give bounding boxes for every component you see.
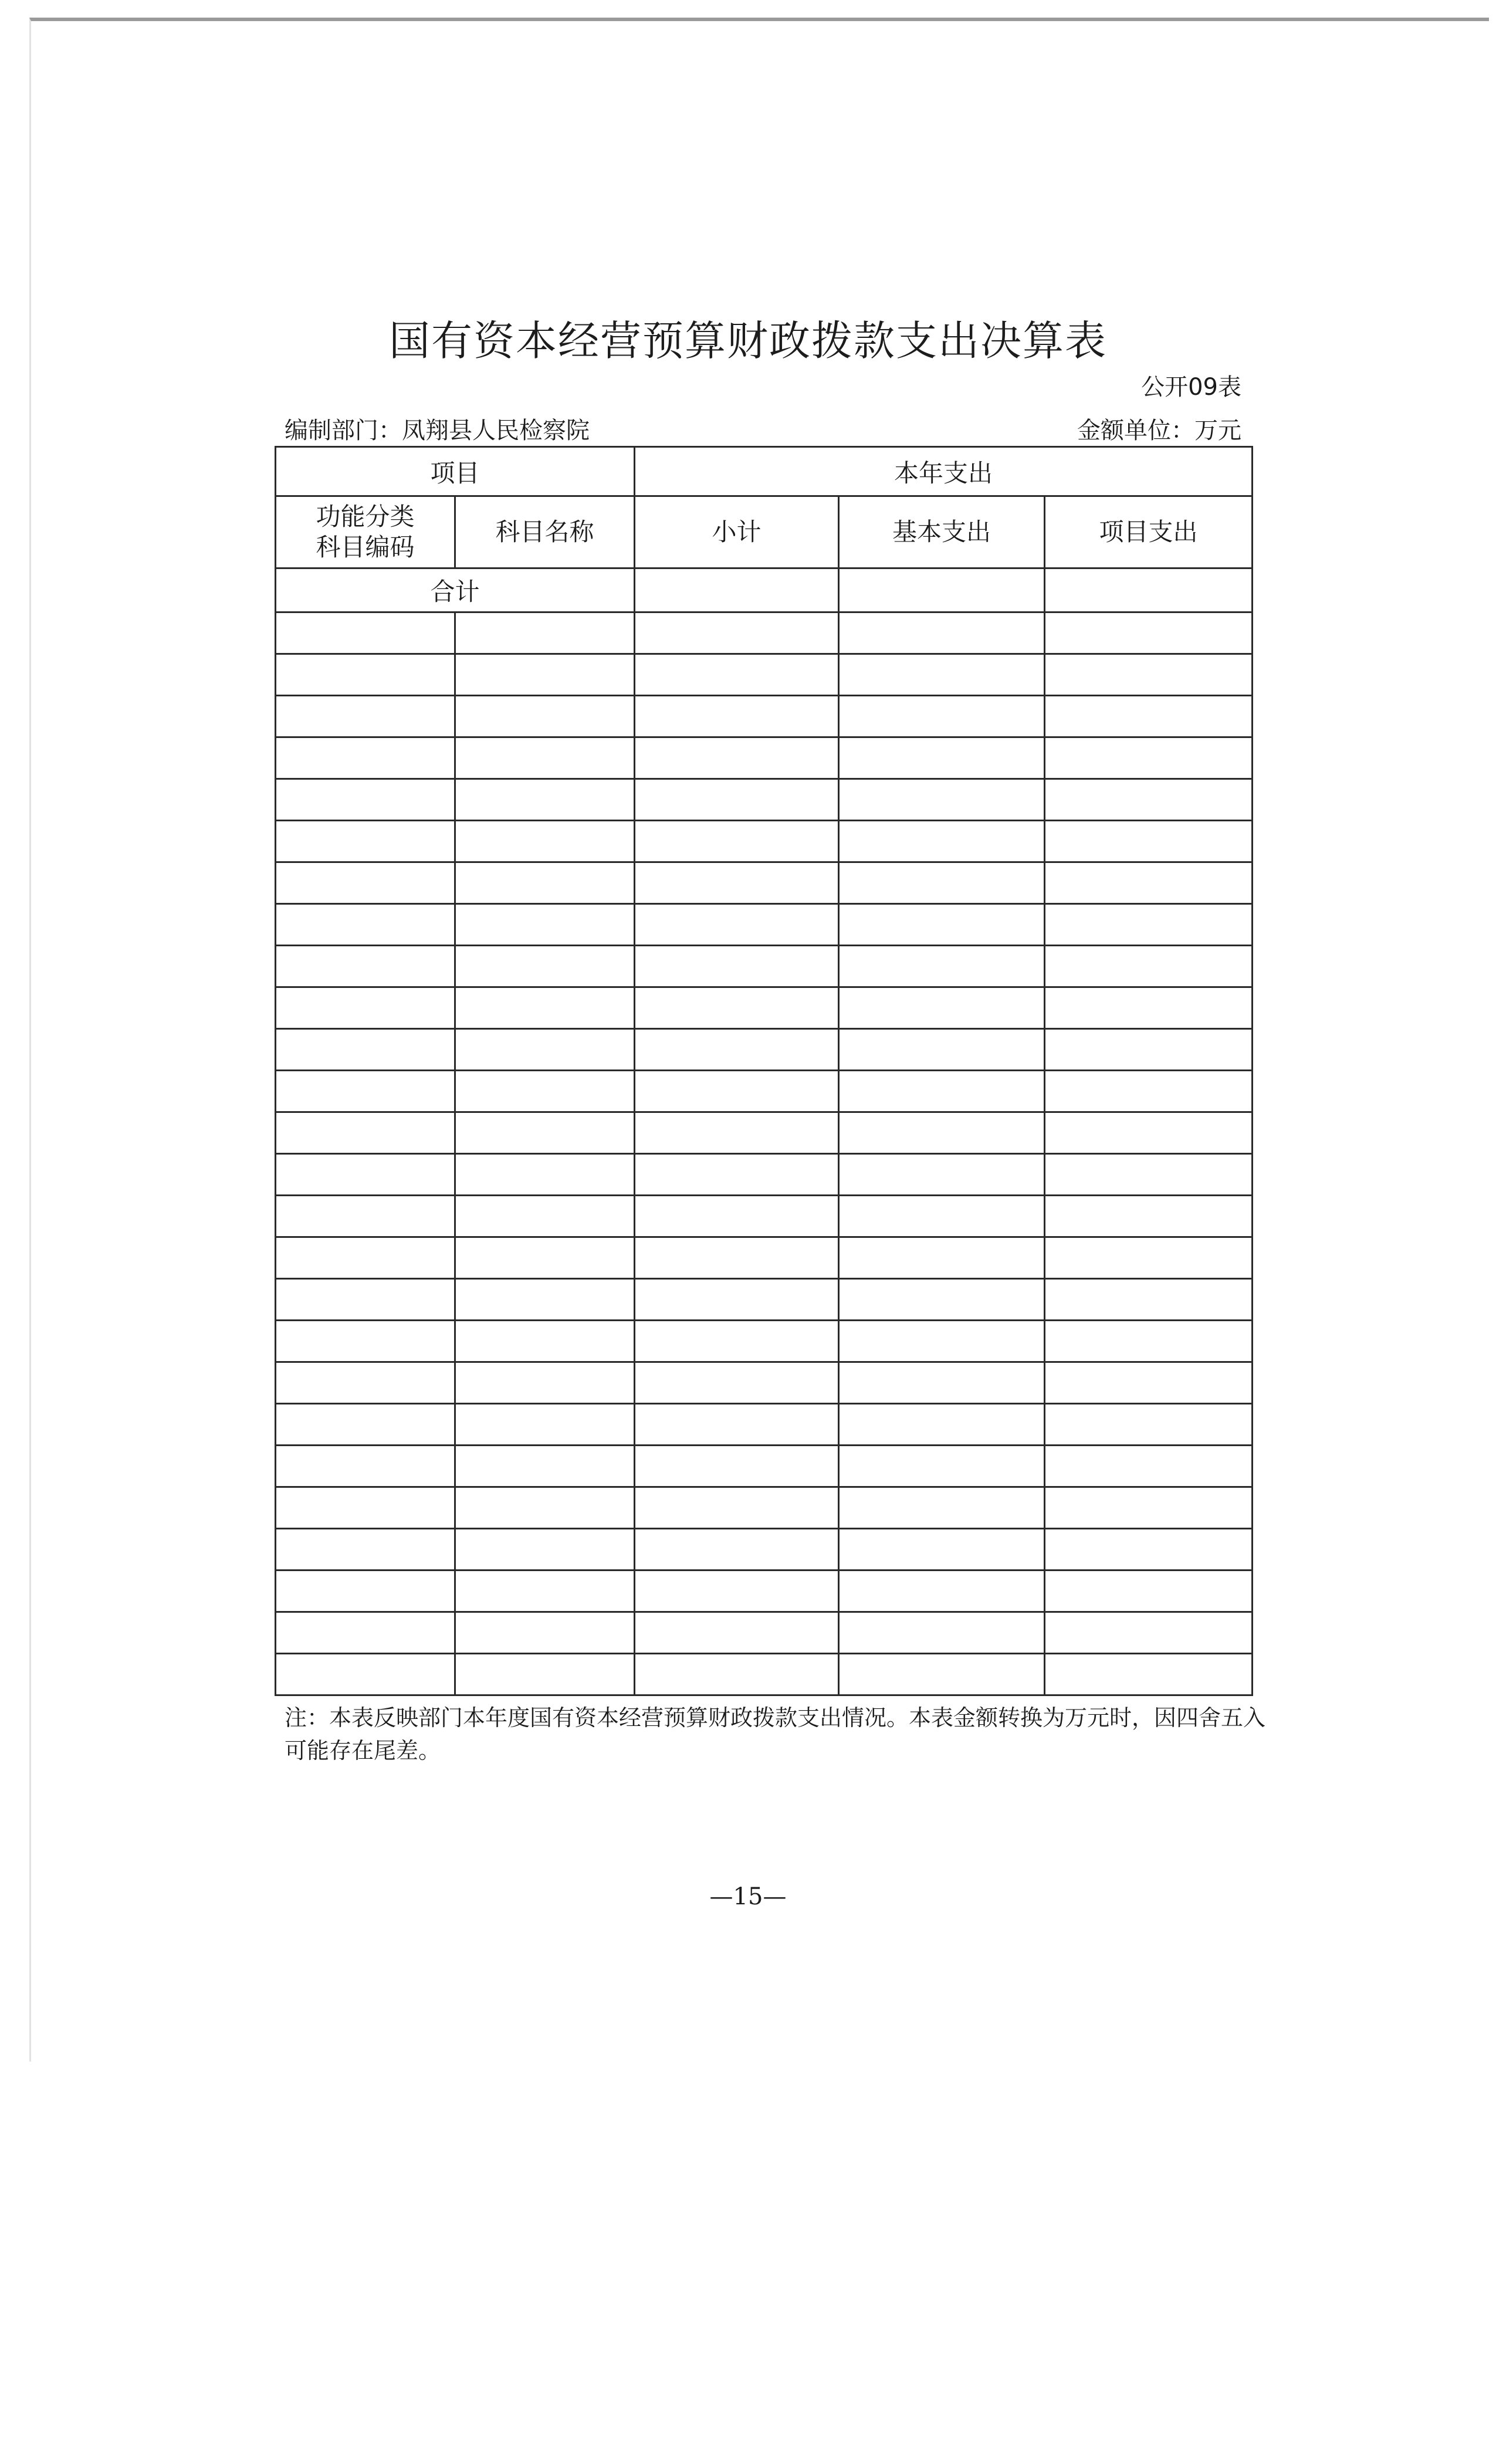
header-basic-expenditure: 基本支出 (839, 496, 1045, 568)
table-cell (276, 1487, 455, 1529)
table-cell (455, 1321, 635, 1362)
table-cell (455, 1196, 635, 1237)
table-row (276, 1487, 1253, 1529)
table-cell (1045, 987, 1253, 1029)
table-cell (1045, 1529, 1253, 1571)
table-cell (635, 1237, 839, 1279)
table-cell (1045, 737, 1253, 779)
table-cell (635, 1029, 839, 1071)
table-row (276, 1362, 1253, 1404)
table-cell (635, 696, 839, 737)
table-cell (455, 904, 635, 946)
table-cell (635, 612, 839, 654)
table-cell (455, 1446, 635, 1487)
header-project-expenditure: 项目支出 (1045, 496, 1253, 568)
table-cell (276, 1404, 455, 1446)
table-cell (276, 1237, 455, 1279)
table-cell (1045, 1029, 1253, 1071)
table-cell (1045, 1654, 1253, 1695)
table-cell (635, 821, 839, 862)
amount-unit: 金额单位：万元 (1077, 417, 1241, 444)
table-cell (276, 862, 455, 904)
footnote: 注：本表反映部门本年度国有资本经营预算财政拨款支出情况。本表金额转换为万元时，因四舍五入可能存在尾差。 (285, 1705, 1266, 1764)
table-cell (276, 696, 455, 737)
table-cell (1045, 1196, 1253, 1237)
table-cell (839, 904, 1045, 946)
header-item: 项目 (276, 447, 635, 496)
table-row (276, 1612, 1253, 1654)
table-row (276, 1196, 1253, 1237)
header-subtotal: 小计 (635, 496, 839, 568)
table-cell (839, 1237, 1045, 1279)
table-cell (635, 737, 839, 779)
table-cell (1045, 1279, 1253, 1321)
table-cell (1045, 1071, 1253, 1112)
table-cell (1045, 904, 1253, 946)
compiling-department: 编制部门：凤翔县人民检察院 (285, 417, 590, 444)
table-cell (276, 821, 455, 862)
total-subtotal (635, 568, 839, 612)
form-number: 公开09表 (1141, 374, 1241, 401)
total-project (1045, 568, 1253, 612)
table-row (276, 1237, 1253, 1279)
table-cell (839, 696, 1045, 737)
table-cell (455, 612, 635, 654)
table-cell (276, 904, 455, 946)
table-row (276, 987, 1253, 1029)
table-cell (839, 779, 1045, 821)
table-cell (1045, 1446, 1253, 1487)
table-cell (839, 1112, 1045, 1154)
table-row (276, 612, 1253, 654)
table-cell (276, 1529, 455, 1571)
table-cell (276, 737, 455, 779)
table-cell (455, 737, 635, 779)
table-row (276, 654, 1253, 696)
table-row (276, 821, 1253, 862)
table-cell (455, 987, 635, 1029)
table-cell (1045, 1612, 1253, 1654)
table-cell (276, 1446, 455, 1487)
table-cell (839, 1446, 1045, 1487)
table-cell (839, 862, 1045, 904)
table-cell (276, 1321, 455, 1362)
table-header-row (276, 447, 1253, 496)
table-cell (455, 1154, 635, 1196)
table-cell (276, 1154, 455, 1196)
table-cell (276, 1196, 455, 1237)
table-cell (1045, 696, 1253, 737)
table-cell (455, 696, 635, 737)
table-cell (635, 1071, 839, 1112)
table-cell (839, 1362, 1045, 1404)
table-cell (276, 1362, 455, 1404)
table-cell (1045, 1487, 1253, 1529)
table-cell (1045, 821, 1253, 862)
table-cell (455, 1071, 635, 1112)
table-cell (635, 904, 839, 946)
table-cell (839, 946, 1045, 987)
table-row (276, 1446, 1253, 1487)
table-cell (1045, 612, 1253, 654)
table-cell (839, 1529, 1045, 1571)
header-current-year: 本年支出 (635, 447, 1253, 496)
table-cell (635, 1154, 839, 1196)
table-cell (276, 1112, 455, 1154)
table-row (276, 696, 1253, 737)
table-cell (1045, 1362, 1253, 1404)
table-cell (839, 1404, 1045, 1446)
table-row (276, 1279, 1253, 1321)
total-basic (839, 568, 1045, 612)
table-cell (635, 1446, 839, 1487)
table-cell (455, 1404, 635, 1446)
table-cell (1045, 1571, 1253, 1612)
table-cell (635, 1487, 839, 1529)
table-row (276, 862, 1253, 904)
table-cell (455, 1571, 635, 1612)
table-cell (839, 737, 1045, 779)
table-row (276, 1571, 1253, 1612)
page-title: 国有资本经营预算财政拨款支出决算表 (389, 317, 1107, 365)
table-cell (455, 1029, 635, 1071)
table-cell (1045, 1321, 1253, 1362)
table-row (276, 779, 1253, 821)
table-cell (1045, 1237, 1253, 1279)
table-cell (839, 1612, 1045, 1654)
table-cell (455, 862, 635, 904)
table-cell (839, 987, 1045, 1029)
table-cell (1045, 1154, 1253, 1196)
table-cell (839, 1654, 1045, 1695)
table-cell (839, 1279, 1045, 1321)
table-cell (276, 779, 455, 821)
table-cell (276, 1612, 455, 1654)
table-cell (635, 1279, 839, 1321)
table-cell (839, 1487, 1045, 1529)
table-cell (635, 1112, 839, 1154)
table-cell (635, 1362, 839, 1404)
table-cell (635, 946, 839, 987)
table-cell (455, 779, 635, 821)
table-cell (1045, 1404, 1253, 1446)
table-cell (276, 1571, 455, 1612)
table-cell (635, 1321, 839, 1362)
table-cell (839, 1321, 1045, 1362)
table-row (276, 1154, 1253, 1196)
expenditure-table (275, 446, 1253, 1696)
table-cell (276, 946, 455, 987)
table-cell (455, 1487, 635, 1529)
table-row (276, 1321, 1253, 1362)
table-cell (276, 654, 455, 696)
table-cell (1045, 654, 1253, 696)
table-row (276, 1529, 1253, 1571)
table-cell (455, 1654, 635, 1695)
table-cell (839, 1571, 1045, 1612)
table-row (276, 1071, 1253, 1112)
table-cell (1045, 862, 1253, 904)
table-cell (455, 1362, 635, 1404)
table-row (276, 1029, 1253, 1071)
table-cell (276, 1654, 455, 1695)
table-cell (1045, 1112, 1253, 1154)
table-cell (635, 862, 839, 904)
table-cell (635, 1654, 839, 1695)
table-cell (455, 1112, 635, 1154)
table-row (276, 1404, 1253, 1446)
table-subheader-row (276, 496, 1253, 568)
table-cell (455, 1237, 635, 1279)
table-cell (635, 654, 839, 696)
table-cell (839, 1154, 1045, 1196)
total-row (276, 568, 1253, 612)
table-cell (839, 612, 1045, 654)
page-number: —15— (709, 1883, 787, 1910)
table-row (276, 904, 1253, 946)
table-cell (635, 987, 839, 1029)
table-cell (839, 821, 1045, 862)
table-cell (455, 1529, 635, 1571)
table-row (276, 946, 1253, 987)
table-cell (839, 1029, 1045, 1071)
table-cell (635, 1196, 839, 1237)
table-row (276, 1112, 1253, 1154)
table-cell (276, 1071, 455, 1112)
table-cell (455, 1279, 635, 1321)
table-cell (635, 1404, 839, 1446)
table-cell (635, 779, 839, 821)
table-cell (839, 1071, 1045, 1112)
table-cell (455, 821, 635, 862)
table-cell (635, 1612, 839, 1654)
table-cell (276, 612, 455, 654)
table-cell (455, 654, 635, 696)
table-cell (455, 1612, 635, 1654)
table-cell (276, 1029, 455, 1071)
table-cell (1045, 779, 1253, 821)
table-cell (839, 654, 1045, 696)
table-cell (635, 1571, 839, 1612)
table-cell (839, 1196, 1045, 1237)
table-cell (276, 987, 455, 1029)
table-cell (455, 946, 635, 987)
table-row (276, 1654, 1253, 1695)
header-function-code: 功能分类 科目编码 (276, 496, 455, 568)
table-row (276, 737, 1253, 779)
header-subject-name: 科目名称 (455, 496, 635, 568)
table-cell (1045, 946, 1253, 987)
table-cell (276, 1279, 455, 1321)
total-label: 合计 (276, 568, 635, 612)
table-cell (635, 1529, 839, 1571)
